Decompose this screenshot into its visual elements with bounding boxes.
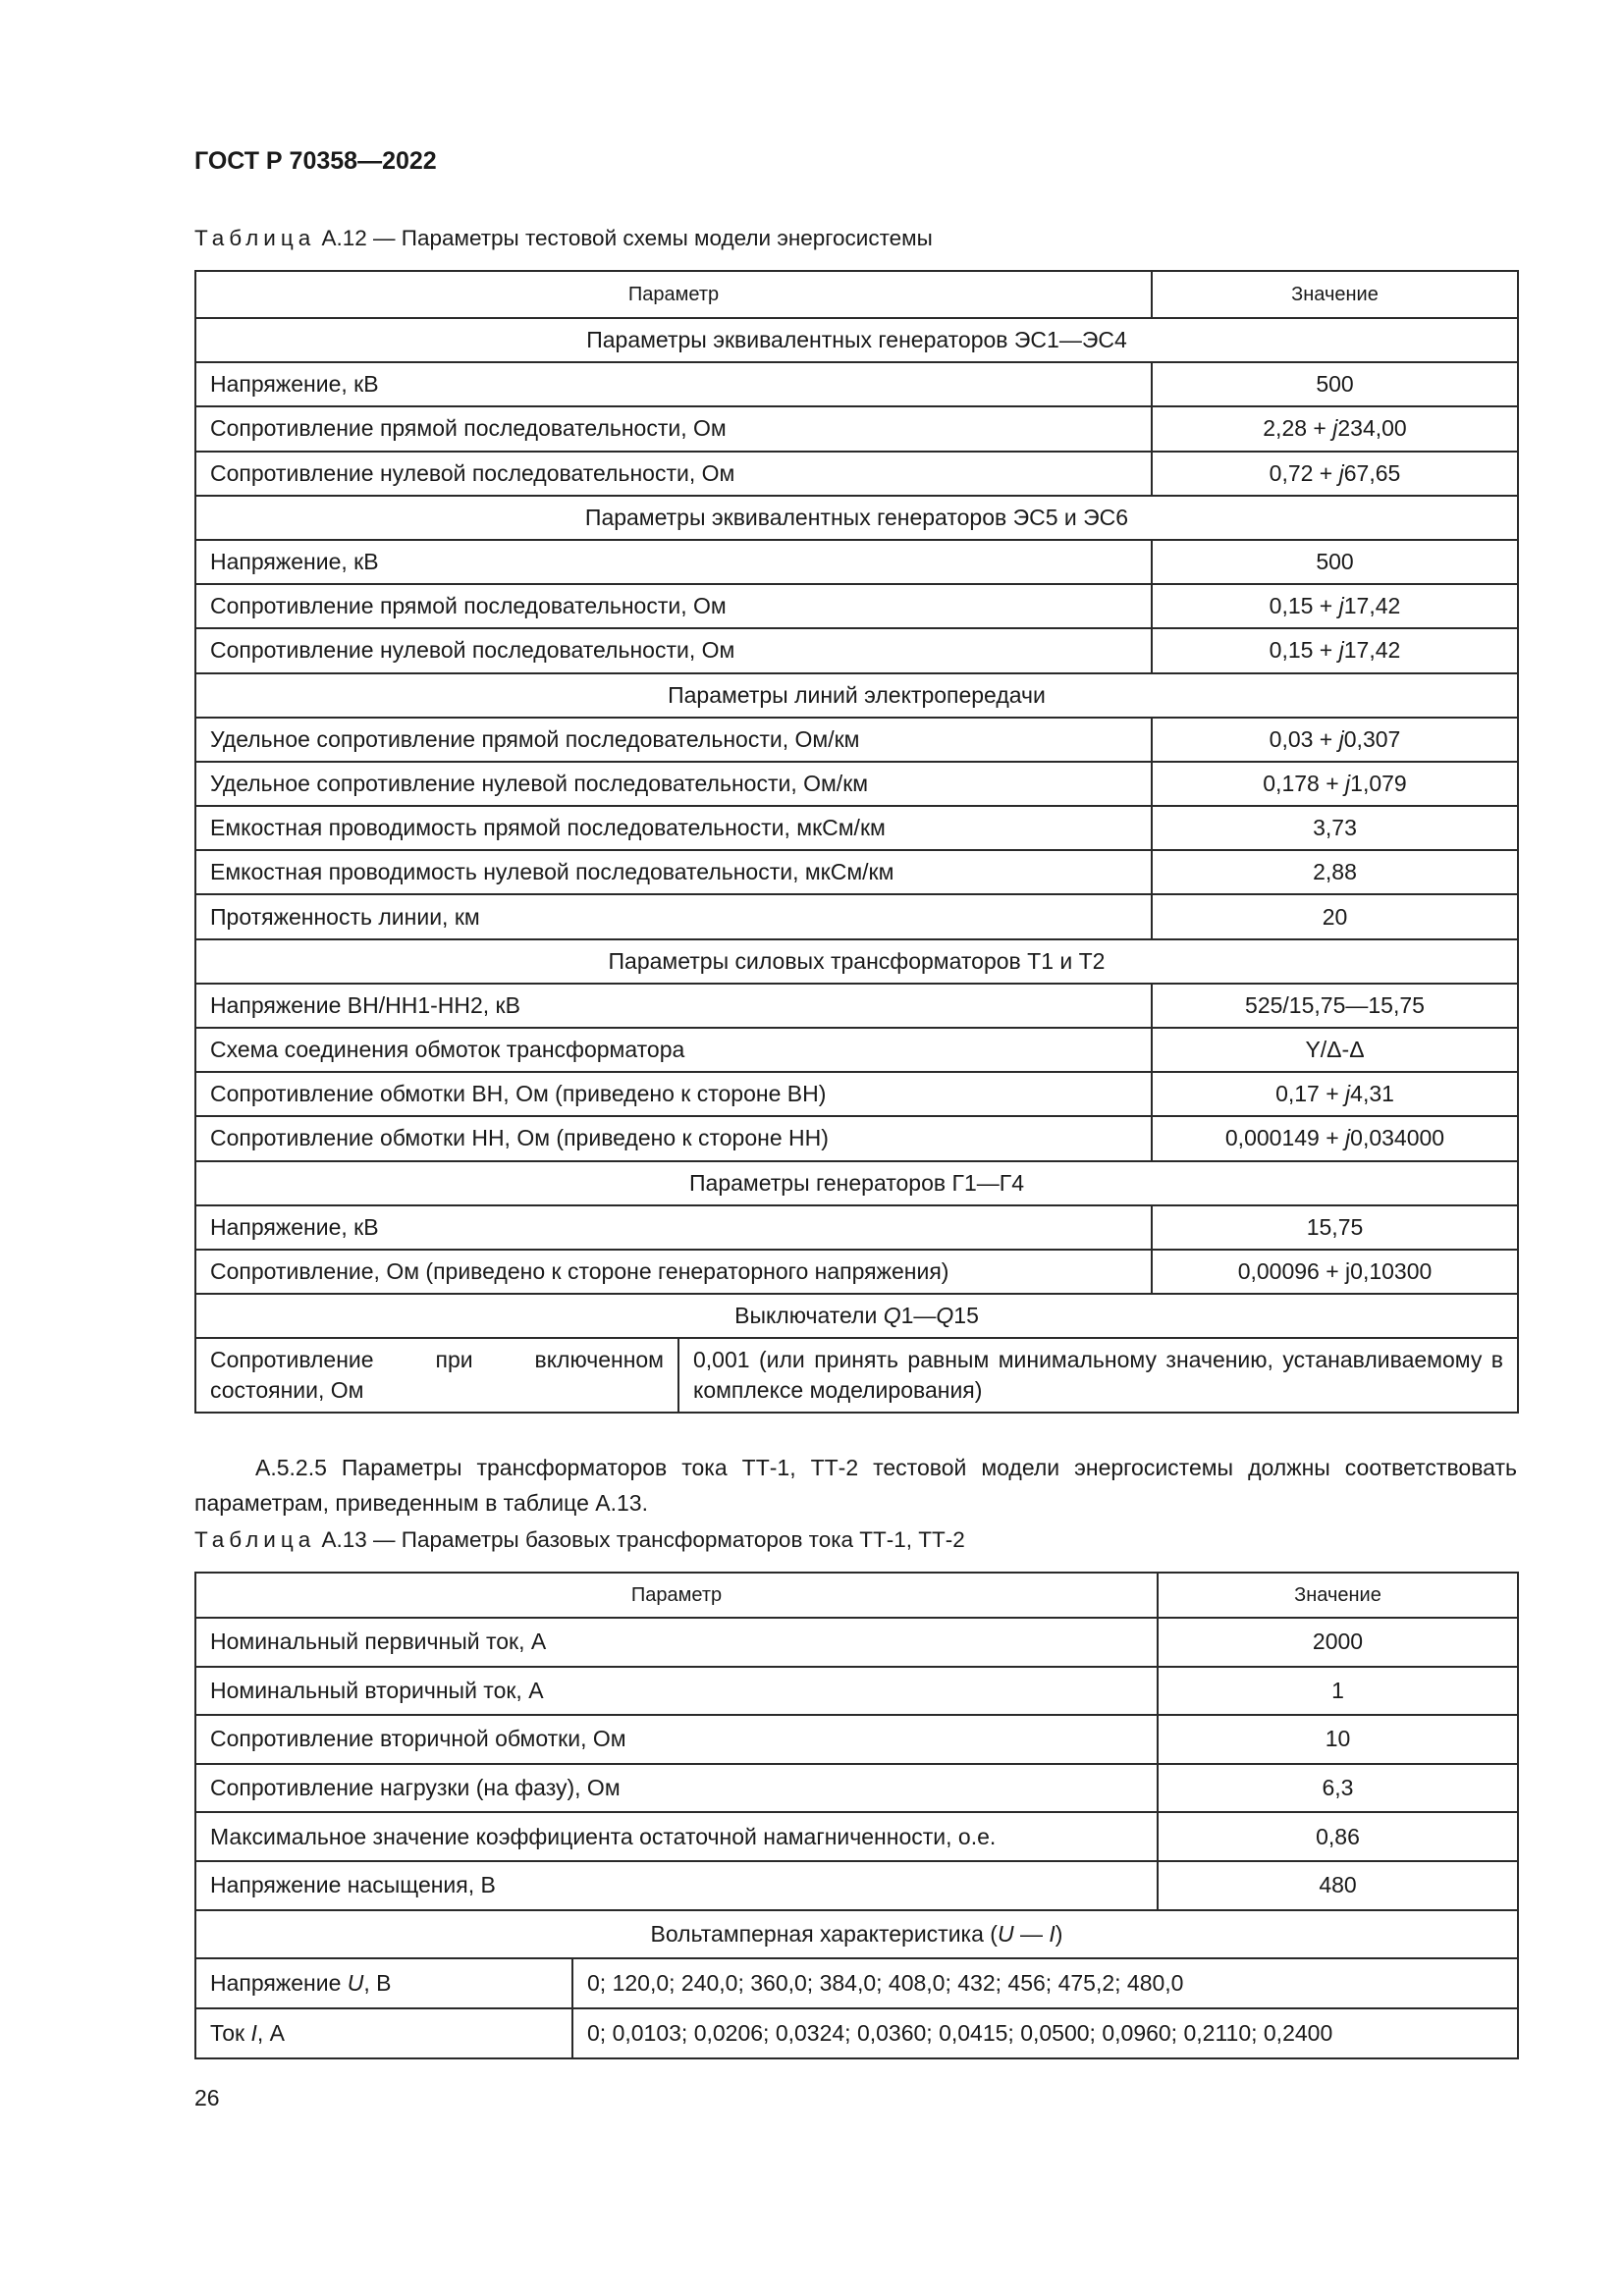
- section-title: Параметры генераторов Г1—Г4: [195, 1161, 1518, 1205]
- value-cell: [1152, 584, 1518, 628]
- table-header-row: [195, 1573, 1518, 1618]
- table-row: [195, 850, 1518, 894]
- value-cell: 6,3: [1158, 1764, 1518, 1813]
- value-cell: 3,73: [1152, 806, 1518, 850]
- value-cell: [1152, 628, 1518, 672]
- table-row: [195, 1028, 1518, 1072]
- value-imag-part: 234,00: [1337, 415, 1407, 442]
- voltage-symbol: U: [997, 1920, 1014, 1947]
- breaker-symbol: Q: [883, 1303, 901, 1329]
- param-cell: Напряжение, кВ: [195, 540, 1152, 584]
- param-cell: Сопротивление нулевой последовательности, Ом: [195, 628, 1152, 672]
- param-cell: Напряжение насыщения, В: [195, 1861, 1158, 1910]
- value-cell: 2000: [1158, 1618, 1518, 1667]
- column-header-value: Значение: [1152, 271, 1518, 318]
- table-row: [195, 894, 1518, 938]
- page-number: 26: [194, 2085, 220, 2110]
- table-a12: [194, 270, 1519, 1414]
- value-real-part: 0,178 +: [1263, 770, 1346, 796]
- value-cell: [1152, 406, 1518, 451]
- document-id: ГОСТ Р 70358—2022: [194, 147, 437, 175]
- table-a12-caption-word: Таблица: [194, 226, 316, 250]
- current-symbol: I: [250, 2020, 257, 2047]
- paragraph-a525: А.5.2.5 Параметры трансформаторов тока ТТ-1, ТТ-2 тестовой модели энергосистемы должны соответствовать параметрам, приведенным в таблице А.13.: [194, 1455, 1517, 1516]
- section-header-row: [195, 939, 1518, 984]
- table-a13-caption: [194, 1527, 965, 1553]
- param-cell: [195, 2008, 572, 2058]
- value-cell: [1152, 1116, 1518, 1160]
- section-title-text: Вольтамперная характеристика (: [650, 1920, 998, 1947]
- param-text: Напряжение: [210, 1970, 348, 1997]
- section-header-row: [195, 1161, 1518, 1205]
- param-text: , В: [363, 1970, 392, 1997]
- table-row: [195, 1618, 1518, 1667]
- table-row: [195, 540, 1518, 584]
- table-row: [195, 1861, 1518, 1910]
- table-a13: [194, 1572, 1519, 2059]
- value-imag-part: 4,31: [1350, 1081, 1394, 1107]
- param-cell: Сопротивление прямой последовательности, Ом: [195, 584, 1152, 628]
- imaginary-unit: j: [1345, 1125, 1351, 1151]
- section-title: [195, 1294, 1518, 1338]
- value-cell: 0,86: [1158, 1812, 1518, 1861]
- param-cell: Сопротивление при включенном состоянии, Ом: [195, 1338, 678, 1413]
- param-cell: Сопротивление обмотки НН, Ом (приведено к стороне НН): [195, 1116, 1152, 1160]
- table-a12-body: [195, 271, 1518, 1413]
- table-a13-caption-text: А.13 — Параметры базовых трансформаторов тока ТТ-1, ТТ-2: [321, 1527, 965, 1552]
- section-title-text: 15: [953, 1303, 979, 1329]
- imaginary-unit: j: [1338, 459, 1344, 486]
- value-cell: 480: [1158, 1861, 1518, 1910]
- section-title: Параметры линий электропередачи: [195, 673, 1518, 718]
- table-header-row: [195, 271, 1518, 318]
- value-cell: 10: [1158, 1715, 1518, 1764]
- value-cell: 525/15,75—15,75: [1152, 984, 1518, 1028]
- param-cell: Номинальный первичный ток, А: [195, 1618, 1158, 1667]
- value-real-part: 0,72 +: [1269, 459, 1339, 486]
- value-cell: [1152, 718, 1518, 762]
- column-header-param: Параметр: [195, 271, 1152, 318]
- section-title: Параметры эквивалентных генераторов ЭС5 и ЭС6: [195, 496, 1518, 540]
- table-row: [195, 1116, 1518, 1160]
- section-title: Параметры эквивалентных генераторов ЭС1—ЭС4: [195, 318, 1518, 362]
- table-row: [195, 1072, 1518, 1116]
- param-cell: Емкостная проводимость нулевой последовательности, мкСм/км: [195, 850, 1152, 894]
- section-header-row: [195, 318, 1518, 362]
- param-cell: Сопротивление вторичной обмотки, Ом: [195, 1715, 1158, 1764]
- imaginary-unit: j: [1338, 637, 1344, 664]
- param-cell: Напряжение, кВ: [195, 1205, 1152, 1250]
- imaginary-unit: j: [1338, 725, 1344, 752]
- column-header-param: Параметр: [195, 1573, 1158, 1618]
- param-cell: Схема соединения обмоток трансформатора: [195, 1028, 1152, 1072]
- value-cell: [1152, 452, 1518, 496]
- param-cell: Сопротивление нулевой последовательности, Ом: [195, 452, 1152, 496]
- table-row: [195, 1958, 1518, 2008]
- table-row: [195, 1205, 1518, 1250]
- table-row: [195, 1812, 1518, 1861]
- value-cell: 15,75: [1152, 1205, 1518, 1250]
- param-cell: Номинальный вторичный ток, А: [195, 1667, 1158, 1716]
- imaginary-unit: j: [1345, 770, 1351, 796]
- table-row: [195, 1250, 1518, 1294]
- table-row: [195, 762, 1518, 806]
- table-row: [195, 1764, 1518, 1813]
- value-imag-part: 0,034000: [1350, 1125, 1445, 1151]
- imaginary-unit: j: [1332, 415, 1338, 442]
- param-cell: Напряжение, кВ: [195, 362, 1152, 406]
- current-values-cell: 0; 0,0103; 0,0206; 0,0324; 0,0360; 0,0415; 0,0500; 0,0960; 0,2110; 0,2400: [572, 2008, 1518, 2058]
- section-title-text: Выключатели: [734, 1303, 884, 1329]
- value-cell: [1152, 762, 1518, 806]
- table-row: [195, 984, 1518, 1028]
- param-text: Ток: [210, 2020, 251, 2047]
- value-imag-part: 67,65: [1343, 459, 1401, 486]
- imaginary-unit: j: [1345, 1081, 1351, 1107]
- current-symbol: I: [1049, 1920, 1056, 1947]
- value-imag-part: 1,079: [1350, 770, 1407, 796]
- value-real-part: 0,03 +: [1269, 725, 1339, 752]
- section-title-text: —: [1013, 1920, 1050, 1947]
- value-real-part: 0,000149 +: [1224, 1125, 1346, 1151]
- value-real-part: 0,15 +: [1269, 637, 1339, 664]
- param-text: , А: [256, 2020, 286, 2047]
- param-cell: Удельное сопротивление нулевой последовательности, Ом/км: [195, 762, 1152, 806]
- table-a13-body: [195, 1573, 1518, 2058]
- value-cell: 0,001 (или принять равным минимальному значению, устанавливаемому в комплексе моделирования): [678, 1338, 1518, 1413]
- table-a12-caption: [194, 226, 933, 251]
- section-header-row: [195, 1294, 1518, 1338]
- param-cell: Напряжение ВН/НН1-НН2, кВ: [195, 984, 1152, 1028]
- table-row: [195, 452, 1518, 496]
- value-real-part: 0,15 +: [1269, 593, 1339, 619]
- table-row: [195, 1338, 1518, 1413]
- value-real-part: 2,28 +: [1263, 415, 1333, 442]
- table-row: [195, 1667, 1518, 1716]
- table-row: [195, 1715, 1518, 1764]
- column-header-value: Значение: [1158, 1573, 1518, 1618]
- table-a13-caption-word: Таблица: [194, 1527, 316, 1552]
- section-header-row: [195, 496, 1518, 540]
- table-row: [195, 806, 1518, 850]
- section-title: Параметры силовых трансформаторов Т1 и Т2: [195, 939, 1518, 984]
- value-cell: [1152, 1072, 1518, 1116]
- section-header-row: [195, 1910, 1518, 1959]
- param-cell: Сопротивление прямой последовательности, Ом: [195, 406, 1152, 451]
- value-cell: 500: [1152, 540, 1518, 584]
- table-row: [195, 2008, 1518, 2058]
- value-cell: 20: [1152, 894, 1518, 938]
- value-real-part: 0,17 +: [1275, 1081, 1346, 1107]
- value-imag-part: 17,42: [1343, 593, 1401, 619]
- value-cell: 1: [1158, 1667, 1518, 1716]
- param-cell: Сопротивление нагрузки (на фазу), Ом: [195, 1764, 1158, 1813]
- param-cell: [195, 1958, 572, 2008]
- table-row: [195, 584, 1518, 628]
- voltage-symbol: U: [347, 1970, 364, 1997]
- imaginary-unit: j: [1338, 593, 1344, 619]
- param-cell: Максимальное значение коэффициента остаточной намагниченности, о.е.: [195, 1812, 1158, 1861]
- value-cell: 500: [1152, 362, 1518, 406]
- table-a12-caption-text: А.12 — Параметры тестовой схемы модели энергосистемы: [321, 226, 933, 250]
- breaker-symbol: Q: [936, 1303, 954, 1329]
- voltage-values-cell: 0; 120,0; 240,0; 360,0; 384,0; 408,0; 432; 456; 475,2; 480,0: [572, 1958, 1518, 2008]
- value-cell: Y/Δ-Δ: [1152, 1028, 1518, 1072]
- table-row: [195, 406, 1518, 451]
- section-title-text: 1—: [900, 1303, 937, 1329]
- table-row: [195, 718, 1518, 762]
- value-imag-part: 0,307: [1343, 725, 1401, 752]
- section-header-row: [195, 673, 1518, 718]
- value-cell: 0,00096 + j0,10300: [1152, 1250, 1518, 1294]
- param-cell: Протяженность линии, км: [195, 894, 1152, 938]
- section-title: [195, 1910, 1518, 1959]
- section-title-text: ): [1055, 1920, 1063, 1947]
- param-cell: Емкостная проводимость прямой последовательности, мкСм/км: [195, 806, 1152, 850]
- param-cell: Сопротивление обмотки ВН, Ом (приведено к стороне ВН): [195, 1072, 1152, 1116]
- table-row: [195, 362, 1518, 406]
- param-cell: Удельное сопротивление прямой последовательности, Ом/км: [195, 718, 1152, 762]
- param-cell: Сопротивление, Ом (приведено к стороне генераторного напряжения): [195, 1250, 1152, 1294]
- table-row: [195, 628, 1518, 672]
- value-cell: 2,88: [1152, 850, 1518, 894]
- value-imag-part: 17,42: [1343, 637, 1401, 664]
